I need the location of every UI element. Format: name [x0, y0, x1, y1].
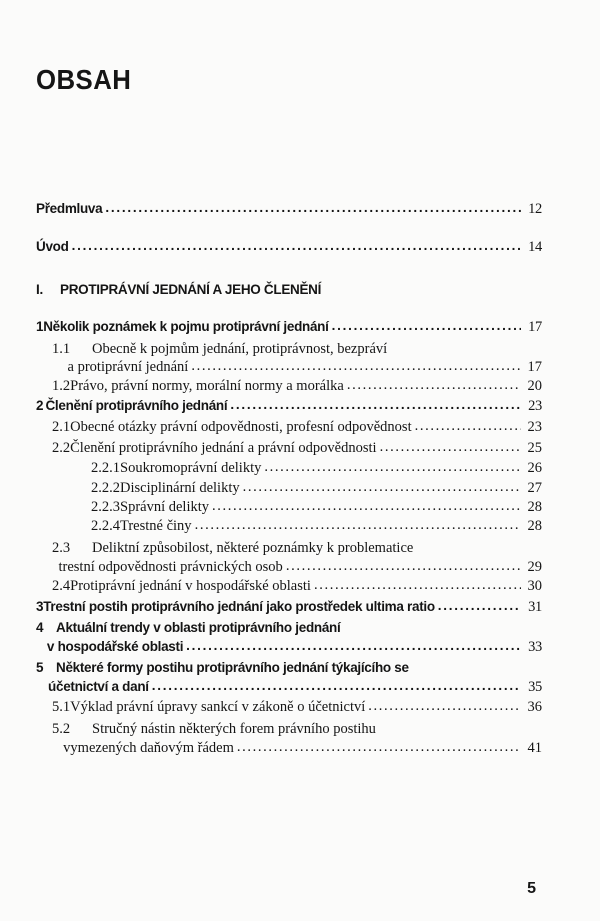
toc-entry-label: Právo, právní normy, morální normy a morálka: [70, 378, 344, 394]
dot-leader: [191, 357, 521, 375]
toc-entry-number: 2.2.3: [91, 499, 120, 515]
dot-leader: [230, 396, 521, 414]
dot-leader: [332, 317, 521, 335]
toc-entry-number: 2.2.2: [91, 480, 120, 496]
toc-entry-4-continued[interactable]: [36, 638, 542, 656]
toc-entry-label: Členění protiprávního jednání: [45, 398, 228, 413]
toc-entry-5-2-continued[interactable]: [36, 739, 542, 757]
toc-page-number: 26: [527, 460, 542, 476]
toc-page-number: 36: [527, 699, 542, 715]
page-title: OBSAH: [36, 64, 132, 95]
toc-entry-label: Úvod: [36, 239, 69, 254]
toc-entry-2[interactable]: [36, 397, 542, 415]
dot-leader: [186, 637, 521, 655]
dot-leader: [72, 237, 521, 255]
toc-entry-number: 5.2: [52, 721, 71, 737]
toc-entry-2-2[interactable]: [36, 439, 542, 457]
toc-entry-label-line2: účetnictví a daní: [48, 679, 149, 694]
toc-page-number: 41: [527, 740, 542, 756]
toc-entry-label: Předmluva: [36, 201, 103, 216]
toc-entry-label: Deliktní způsobilost, některé poznámky k problematice: [92, 540, 414, 556]
toc-entry-2-4[interactable]: [36, 577, 542, 595]
toc-page-number: 33: [528, 639, 542, 655]
toc-part-heading[interactable]: [36, 281, 542, 299]
dot-leader: [438, 597, 521, 615]
dot-leader: [314, 576, 521, 594]
toc-page-number: 28: [527, 499, 542, 515]
toc-entry-number: 2.1: [52, 419, 71, 435]
toc-entry-5[interactable]: [36, 659, 542, 677]
toc-entry-2-3-continued[interactable]: [36, 558, 542, 576]
toc-entry-number: 1: [36, 319, 44, 334]
toc-entry-1-2[interactable]: [36, 377, 542, 395]
dot-leader: [243, 478, 521, 496]
toc-entry-5-2[interactable]: [36, 720, 542, 738]
toc-page-number: 17: [527, 359, 542, 375]
toc-entry-number: 1.1: [52, 341, 71, 357]
toc-entry-label: Stručný nástin některých forem právního postihu: [92, 721, 376, 737]
toc-entry-2-2-3[interactable]: [36, 498, 542, 516]
toc-entry-label: Soukromoprávní delikty: [120, 460, 262, 476]
toc-page-number: 20: [527, 378, 542, 394]
toc-entry-5-continued[interactable]: [36, 678, 542, 696]
toc-entry-number: 2.2.4: [91, 518, 120, 534]
dot-leader: [380, 438, 521, 456]
toc-entry-label: Protiprávní jednání v hospodářské oblasti: [70, 578, 311, 594]
toc-entry-label: Obecné otázky právní odpovědnosti, profesní odpovědnost: [70, 419, 412, 435]
toc-entry-label: Trestné činy: [120, 518, 192, 534]
toc-page-number: 27: [527, 480, 542, 496]
toc-entry-2-2-2[interactable]: [36, 479, 542, 497]
toc-entry-number: 2: [36, 398, 44, 413]
dot-leader: [105, 199, 521, 217]
dot-leader: [212, 497, 521, 515]
toc-entry-label: Členění protiprávního jednání a právní odpovědnosti: [70, 440, 377, 456]
dot-leader: [347, 376, 521, 394]
toc-entry-4[interactable]: [36, 619, 542, 637]
toc-page-number: 30: [527, 578, 542, 594]
toc-entry-5-1[interactable]: [36, 698, 542, 716]
toc-entry-number: 2.2.1: [91, 460, 120, 476]
toc-entry-label: Některé formy postihu protiprávního jednání týkajícího se: [56, 660, 409, 675]
toc-page-number: 17: [528, 319, 542, 335]
toc-entry-label: Disciplinární delikty: [120, 480, 240, 496]
toc-entry-number: 2.2: [52, 440, 71, 456]
toc-entry-2-2-4[interactable]: [36, 517, 542, 535]
toc-entry-number: 5.1: [52, 699, 71, 715]
part-number: I.: [36, 282, 43, 297]
toc-entry-label-line2: a protiprávní jednání: [67, 359, 189, 375]
dot-leader: [152, 677, 521, 695]
dot-leader: [415, 417, 521, 435]
toc-entry-number: 2.4: [52, 578, 71, 594]
dot-leader: [195, 516, 521, 534]
toc-entry-label: Aktuální trendy v oblasti protiprávního jednání: [56, 620, 341, 635]
toc-entry-1-1[interactable]: [36, 340, 542, 358]
toc-page-number: 12: [528, 201, 542, 217]
dot-leader: [264, 458, 521, 476]
toc-entry-label-line2: trestní odpovědnosti právnických osob: [58, 559, 283, 575]
toc-page-number: 23: [528, 398, 542, 414]
toc-entry-label: Trestní postih protiprávního jednání jako prostředek ultima ratio: [43, 599, 435, 614]
toc-page-number: 31: [528, 599, 542, 615]
toc-entry-label: Správní delikty: [120, 499, 210, 515]
dot-leader: [237, 738, 521, 756]
toc-entry-number: 3: [36, 599, 44, 614]
toc-entry-3[interactable]: [36, 598, 542, 616]
toc-entry-label: Výklad právní úpravy sankcí v zákoně o účetnictví: [70, 699, 366, 715]
toc-entry-2-3[interactable]: [36, 539, 542, 557]
toc-entry-number: 2.3: [52, 540, 71, 556]
toc-page-number: 28: [527, 518, 542, 534]
toc-entry-2-1[interactable]: [36, 418, 542, 436]
toc-entry-foreword[interactable]: [36, 200, 542, 218]
dot-leader: [286, 557, 521, 575]
toc-page-number: 23: [527, 419, 542, 435]
toc-page-number: 29: [527, 559, 542, 575]
toc-entry-1-1-continued[interactable]: [36, 358, 542, 376]
toc-page-number: 25: [527, 440, 542, 456]
toc-entry-label: Několik poznámek k pojmu protiprávní jednání: [43, 319, 329, 334]
dot-leader: [368, 697, 521, 715]
part-label: PROTIPRÁVNÍ JEDNÁNÍ A JEHO ČLENĚNÍ: [60, 282, 322, 297]
toc-entry-1[interactable]: [36, 318, 542, 336]
toc-entry-number: 4: [36, 620, 44, 635]
toc-page-number: 35: [528, 679, 542, 695]
toc-entry-introduction[interactable]: [36, 238, 542, 256]
toc-page-number: 14: [528, 239, 542, 255]
page-number: 5: [527, 880, 536, 897]
toc-entry-label-line2: v hospodářské oblasti: [46, 639, 184, 654]
toc-entry-number: 5: [36, 660, 44, 675]
toc-entry-label: Obecně k pojmům jednání, protiprávnost, bezpráví: [92, 341, 388, 357]
toc-entry-2-2-1[interactable]: [36, 459, 542, 477]
toc-entry-label-line2: vymezených daňovým řádem: [63, 740, 234, 756]
toc-entry-number: 1.2: [52, 378, 71, 394]
